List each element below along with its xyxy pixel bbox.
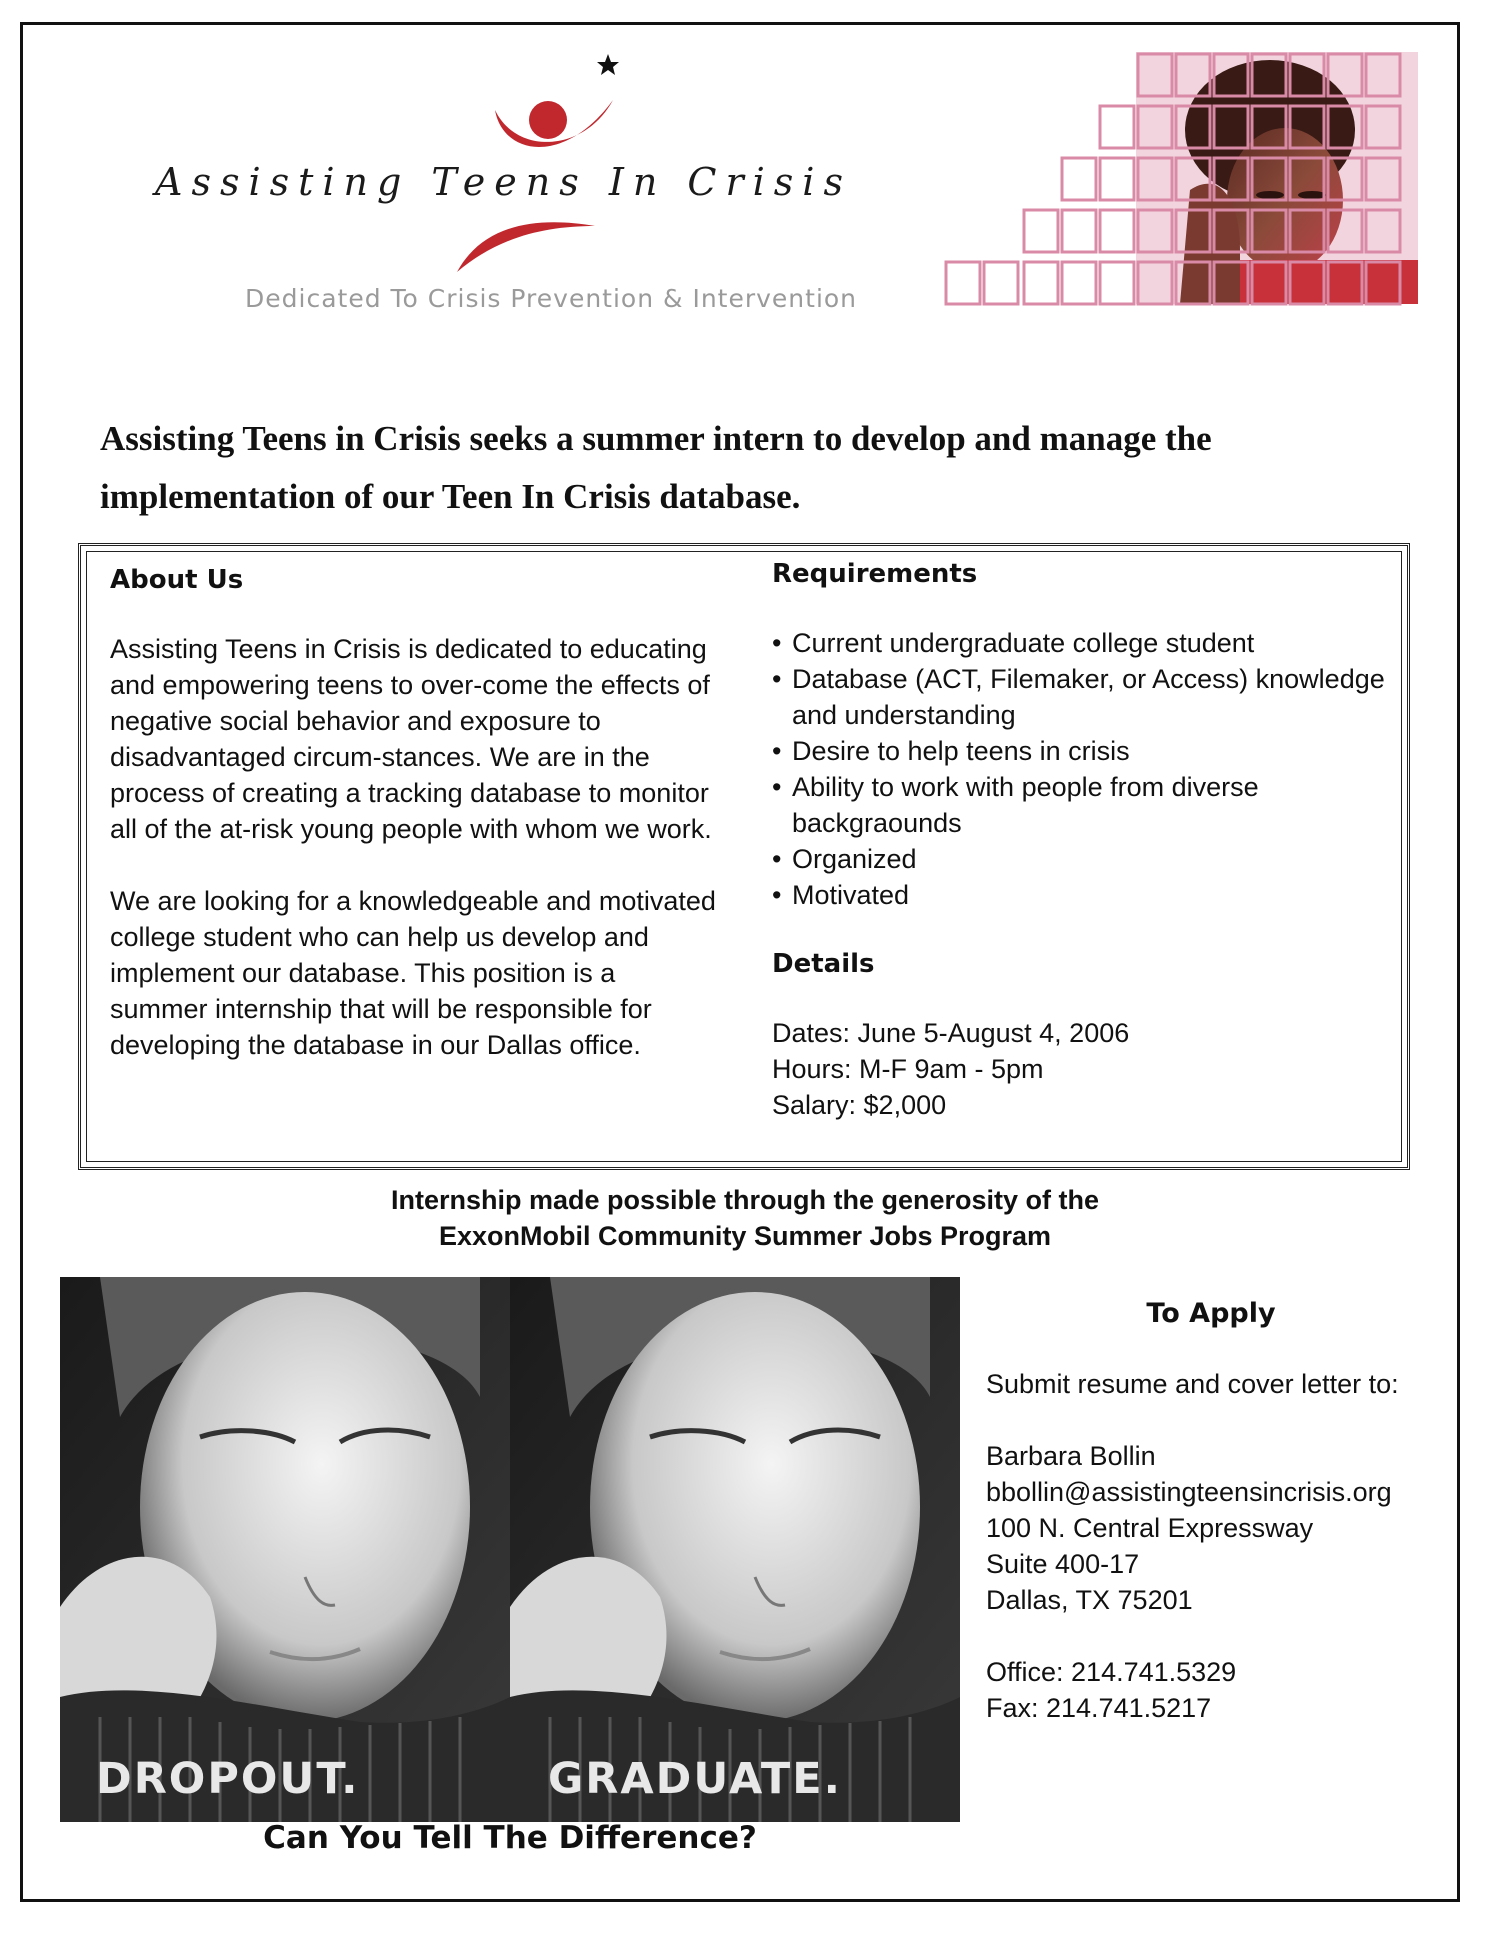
contact-phones: [986, 1654, 1456, 1726]
list-item: • Desire to help teens in crisis: [772, 733, 1392, 769]
contact-email[interactable]: bbollin@assistingteensincrisis.org: [986, 1477, 1392, 1507]
apply-section: [986, 1296, 1456, 1726]
about-paragraph-2: We are looking for a knowledgeable and motivated college student who can help us develop and implement our database. This position is a summer internship that will be responsible for developing the database in our Dallas office.: [110, 886, 716, 1060]
list-item: • Organized: [772, 841, 1392, 877]
address-line-2: Suite 400-17: [986, 1549, 1140, 1579]
header-mosaic-image: [940, 50, 1420, 310]
org-logo: [145, 48, 925, 328]
contact-name: Barbara Bollin: [986, 1441, 1156, 1471]
details-list: [772, 1015, 1392, 1123]
dropout-caption: DROPOUT.: [96, 1754, 360, 1804]
sponsor-credit: [240, 1182, 1250, 1254]
office-phone: Office: 214.741.5329: [986, 1657, 1237, 1687]
about-title: About Us: [110, 565, 244, 595]
apply-intro: Submit resume and cover letter to:: [986, 1369, 1399, 1399]
apply-title: To Apply: [1146, 1298, 1276, 1329]
headline: Assisting Teens in Crisis seeks a summer intern to develop and manage the implementation of our Teen In Crisis database.: [100, 419, 1212, 516]
org-name: Assisting Teens In Crisis: [155, 160, 852, 204]
sponsor-credit-line-2: ExxonMobil Community Summer Jobs Program: [438, 1221, 1052, 1251]
sponsor-credit-line-1: Internship made possible through the generosity of the: [390, 1185, 1100, 1215]
requirements-title: Requirements: [772, 559, 978, 589]
org-tagline: Dedicated To Crisis Prevention & Intervention: [245, 284, 858, 313]
dropout-photo: [60, 1277, 510, 1822]
requirements-list: [772, 625, 1392, 913]
details-dates: Dates: June 5-August 4, 2006: [772, 1018, 1130, 1048]
list-item: • Database (ACT, Filemaker, or Access) knowledge and understanding: [772, 661, 1392, 733]
contact-address: [986, 1438, 1456, 1618]
graduate-photo: [510, 1277, 960, 1822]
details-title: Details: [772, 949, 875, 979]
details-salary: Salary: $2,000: [772, 1090, 947, 1120]
details-hours: Hours: M-F 9am - 5pm: [772, 1054, 1044, 1084]
about-section: [110, 563, 720, 1063]
difference-question: Can You Tell The Difference?: [263, 1820, 757, 1856]
address-line-1: 100 N. Central Expressway: [986, 1513, 1314, 1543]
list-item: • Current undergraduate college student: [772, 625, 1392, 661]
graduate-caption: GRADUATE.: [548, 1754, 842, 1804]
fax-number: Fax: 214.741.5217: [986, 1693, 1212, 1723]
list-item: • Ability to work with people from diverse backgraounds: [772, 769, 1392, 841]
requirements-section: [772, 557, 1392, 1123]
list-item: • Motivated: [772, 877, 1392, 913]
about-paragraph-1: Assisting Teens in Crisis is dedicated to educating and empowering teens to over-come the effects of negative social behavior and exposure to disadvantaged circum-stances. We are in the process of creating a tracking database to monitor all of the at-risk young people with whom we work.: [110, 634, 712, 844]
address-line-3: Dallas, TX 75201: [986, 1585, 1193, 1615]
